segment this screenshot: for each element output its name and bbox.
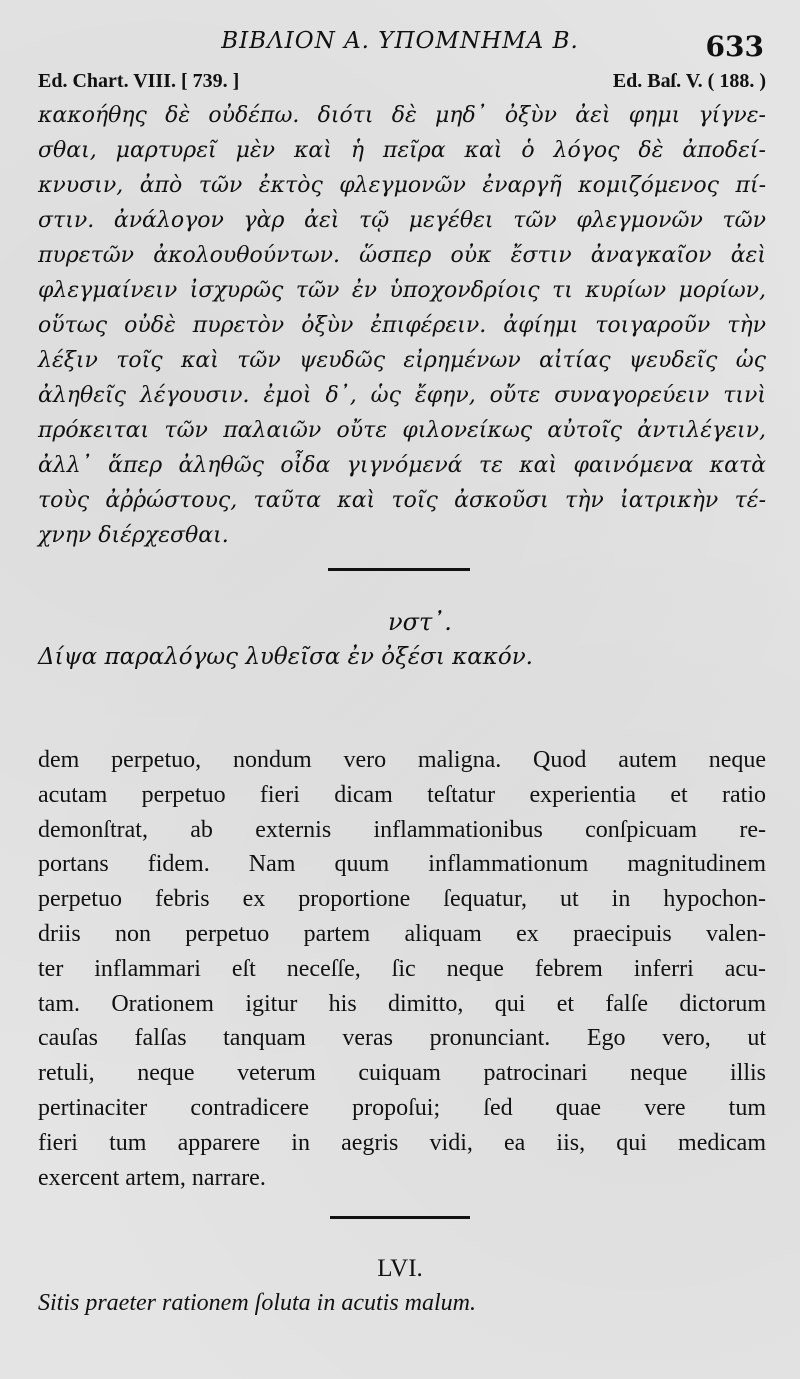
greek-line: τοὺς ἀῤῥώστους, ταῦτα καὶ τοῖς ἀσκοῦσι τὴν ἰατρικὴν τέ- [38, 488, 766, 513]
latin-line: pertinaciter contradicere propoſui; ſed quae vere tum [38, 1094, 766, 1121]
greek-line: πυρετῶν ἀκολουθούντων. ὥσπερ οὐκ ἔστιν ἀναγκαῖον ἀεὶ [38, 243, 766, 268]
latin-section-numeral: LVI. [377, 1255, 423, 1282]
greek-line: σθαι, μαρτυρεῖ μὲν καὶ ἡ πεῖρα καὶ ὁ λόγος δὲ ἀποδεί- [38, 138, 766, 163]
greek-line: κακοήθης δὲ οὐδέπω. διότι δὲ μηδ᾽ ὀξὺν ἀεὶ φημι γίγνε- [38, 103, 766, 128]
edition-references [38, 70, 766, 98]
latin-line: ter inflammari eſt neceſſe, ſic neque febrem inferri acu- [38, 955, 766, 982]
latin-line: exercent artem, narrare. [38, 1164, 266, 1191]
latin-commentary [38, 743, 766, 1195]
running-head-title: BIBΛΙΟΝ Α. ΥΠΟΜΝΗΜΑ Β. [221, 28, 579, 54]
latin-line: acutam perpetuo fieri dicam teſtatur experientia et ratio [38, 781, 766, 808]
greek-line: οὕτως οὐδὲ πυρετὸν ὀξὺν ἐπιφέρειν. ἀφίημι τοιγαροῦν τὴν [38, 313, 766, 338]
latin-line: cauſas falſas tanquam veras pronunciant. Ego vero, ut [38, 1025, 766, 1052]
greek-line: ἀλλ᾽ ἅπερ ἀληθῶς οἶδα γιγνόμενά τε καὶ φαινόμενα κατὰ [38, 453, 766, 478]
edition-ref-basel: Ed. Baſ. V. ( 188. ) [612, 70, 766, 92]
running-head [0, 28, 800, 68]
greek-line: φλεγμαίνειν ἰσχυρῶς τῶν ἐν ὑποχονδρίοις τι κυρίων μορίων, [38, 278, 766, 303]
greek-line: στιν. ἀνάλογον γὰρ ἀεὶ τῷ μεγέθει τῶν φλεγμονῶν τῶν [38, 208, 766, 233]
edition-ref-chart: Ed. Chart. VIII. [ 739. ] [38, 70, 240, 92]
greek-line: κνυσιν, ἀπὸ τῶν ἐκτὸς φλεγμονῶν ἐναργῆ κομιζόμενος πί- [38, 173, 766, 198]
greek-line: λέξιν τοῖς καὶ τῶν ψευδῶς εἰρημένων αἰτίας ψευδεῖς ὡς [38, 348, 766, 373]
latin-line: dem perpetuo, nondum vero maligna. Quod autem neque [38, 747, 766, 773]
section-divider-rule [330, 1216, 470, 1219]
greek-line: ἀληθεῖς λέγουσιν. ἐμοὶ δ᾽, ὡς ἔφην, οὔτε συναγορεύειν τινὶ [38, 383, 766, 408]
latin-line: portans fidem. Nam quum inflammationum magnitudinem [38, 851, 766, 878]
greek-line: πρόκειται τῶν παλαιῶν οὔτε φιλονείκως αὐτοῖς ἀντιλέγειν, [38, 418, 766, 443]
latin-line: driis non perpetuo partem aliquam ex praecipuis valen- [38, 920, 766, 947]
section-divider-rule [328, 568, 470, 571]
latin-aphorism: Sitis praeter rationem ſoluta in acutis malum. [38, 1290, 476, 1316]
latin-line: tam. Orationem igitur his dimitto, qui et falſe dictorum [38, 990, 766, 1017]
page-number: 633 [705, 30, 764, 63]
greek-commentary [38, 98, 766, 553]
latin-line: fieri tum apparere in aegris vidi, ea iis, qui medicam [38, 1129, 766, 1156]
latin-line: demonſtrat, ab externis inflammationibus conſpicuam re- [38, 816, 766, 843]
latin-line: retuli, neque veterum cuiquam patrocinari neque illis [38, 1060, 766, 1087]
greek-section-numeral: νστ᾽. [388, 608, 452, 636]
greek-aphorism: Δίψα παραλόγως λυθεῖσα ἐν ὀξέσι κακόν. [38, 644, 533, 670]
greek-line: χνην διέρχεσθαι. [38, 523, 229, 548]
latin-line: perpetuo febris ex proportione ſequatur, ut in hypochon- [38, 886, 766, 913]
